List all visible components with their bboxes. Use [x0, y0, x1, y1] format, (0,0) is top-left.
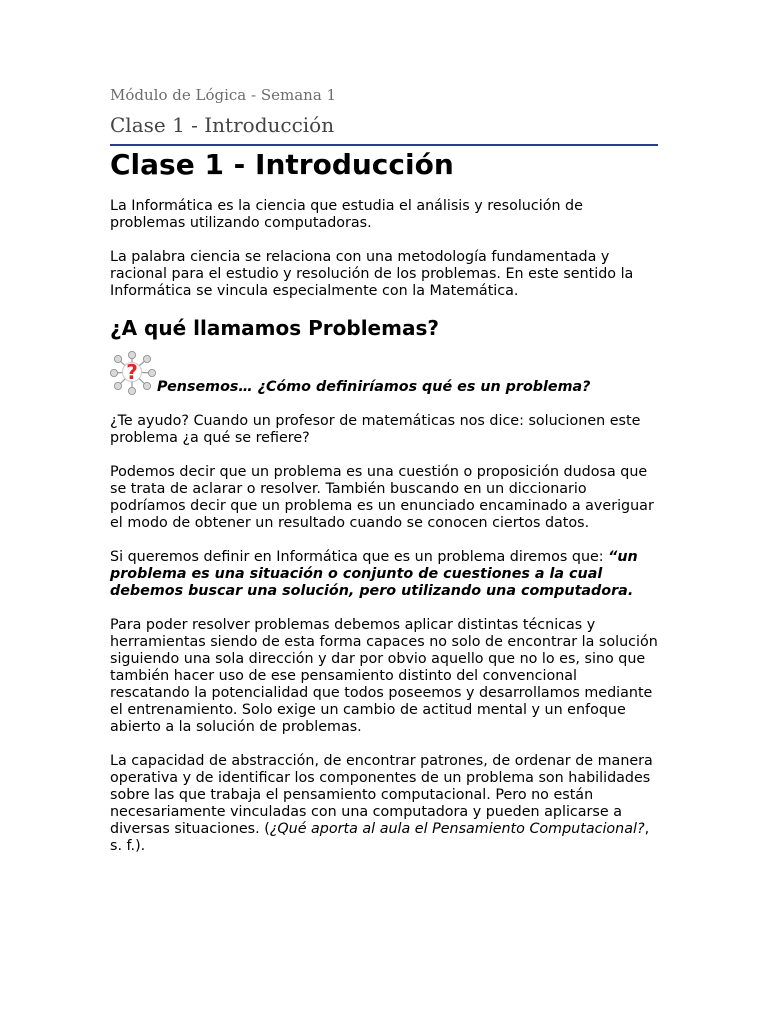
paragraph-informatica: La Informática es la ciencia que estudia el análisis y resolución de problemas utilizando computadoras. — [110, 198, 583, 231]
question-network-icon — [110, 350, 158, 396]
citation-title: ¿Qué aporta al aula el Pensamiento Computacional? — [269, 821, 645, 837]
paragraph-te-ayudo: ¿Te ayudo? Cuando un profesor de matemáticas nos dice: solucionen este problema ¿a qué se refiere? — [110, 413, 641, 446]
paragraph-definicion: Podemos decir que un problema es una cuestión o proposición dudosa que se trata de aclarar o resolver. También buscando en un diccionario podríamos decir que un problema es un enunciado encaminado a averiguar el modo de obtener un resultado cuando se conocen ciertos datos. — [110, 464, 654, 531]
think-prompt-text: Pensemos… ¿Cómo definiríamos qué es un problema? — [157, 379, 591, 395]
paragraph-ciencia: La palabra ciencia se relaciona con una metodología fundamentada y racional para el estudio y resolución de los problemas. En este sentido la Informática se vincula especialmente con la Matemática. — [110, 249, 634, 299]
svg-text:?: ? — [126, 360, 138, 384]
think-prompt-row — [110, 350, 658, 396]
abstraccion-text: La capacidad de abstracción, de encontrar patrones, de ordenar de manera operativa y de identificar los componentes de un problema son habilidades sobre las que trabaja el pensamiento computacional. Pero no están necesariamente vinculadas con una computadora y pueden aplicarse a diversas situaciones. ( — [110, 753, 653, 837]
page-title: Clase 1 - Introducción — [110, 148, 454, 181]
definition-quote: “un problema es una situación o conjunto de cuestiones a la cual debemos buscar una solución, pero utilizando una computadora. — [110, 549, 638, 599]
definition-lead: Si queremos definir en Informática que es un problema diremos que: — [110, 549, 609, 565]
page-subtitle: Clase 1 - Introducción — [110, 112, 658, 146]
paragraph-definicion-informatica — [110, 549, 658, 600]
section-heading: ¿A qué llamamos Problemas? — [110, 316, 439, 340]
paragraph-abstraccion — [110, 753, 658, 855]
paragraph-tecnicas: Para poder resolver problemas debemos aplicar distintas técnicas y herramientas siendo de esta forma capaces no solo de encontrar la solución siguiendo una sola dirección y dar por obvio aquello que no lo es, sino que también hacer uso de ese pensamiento distinto del convencional rescatando la potencialidad que todos poseemos y desarrollamos mediante el entrenamiento. Solo exige un cambio de actitud mental y un enfoque abierto a la solución de problemas. — [110, 617, 658, 735]
citation-tail: , s. f.). — [110, 821, 650, 854]
course-header: Módulo de Lógica - Semana 1 — [110, 86, 337, 104]
document-body — [110, 84, 658, 855]
